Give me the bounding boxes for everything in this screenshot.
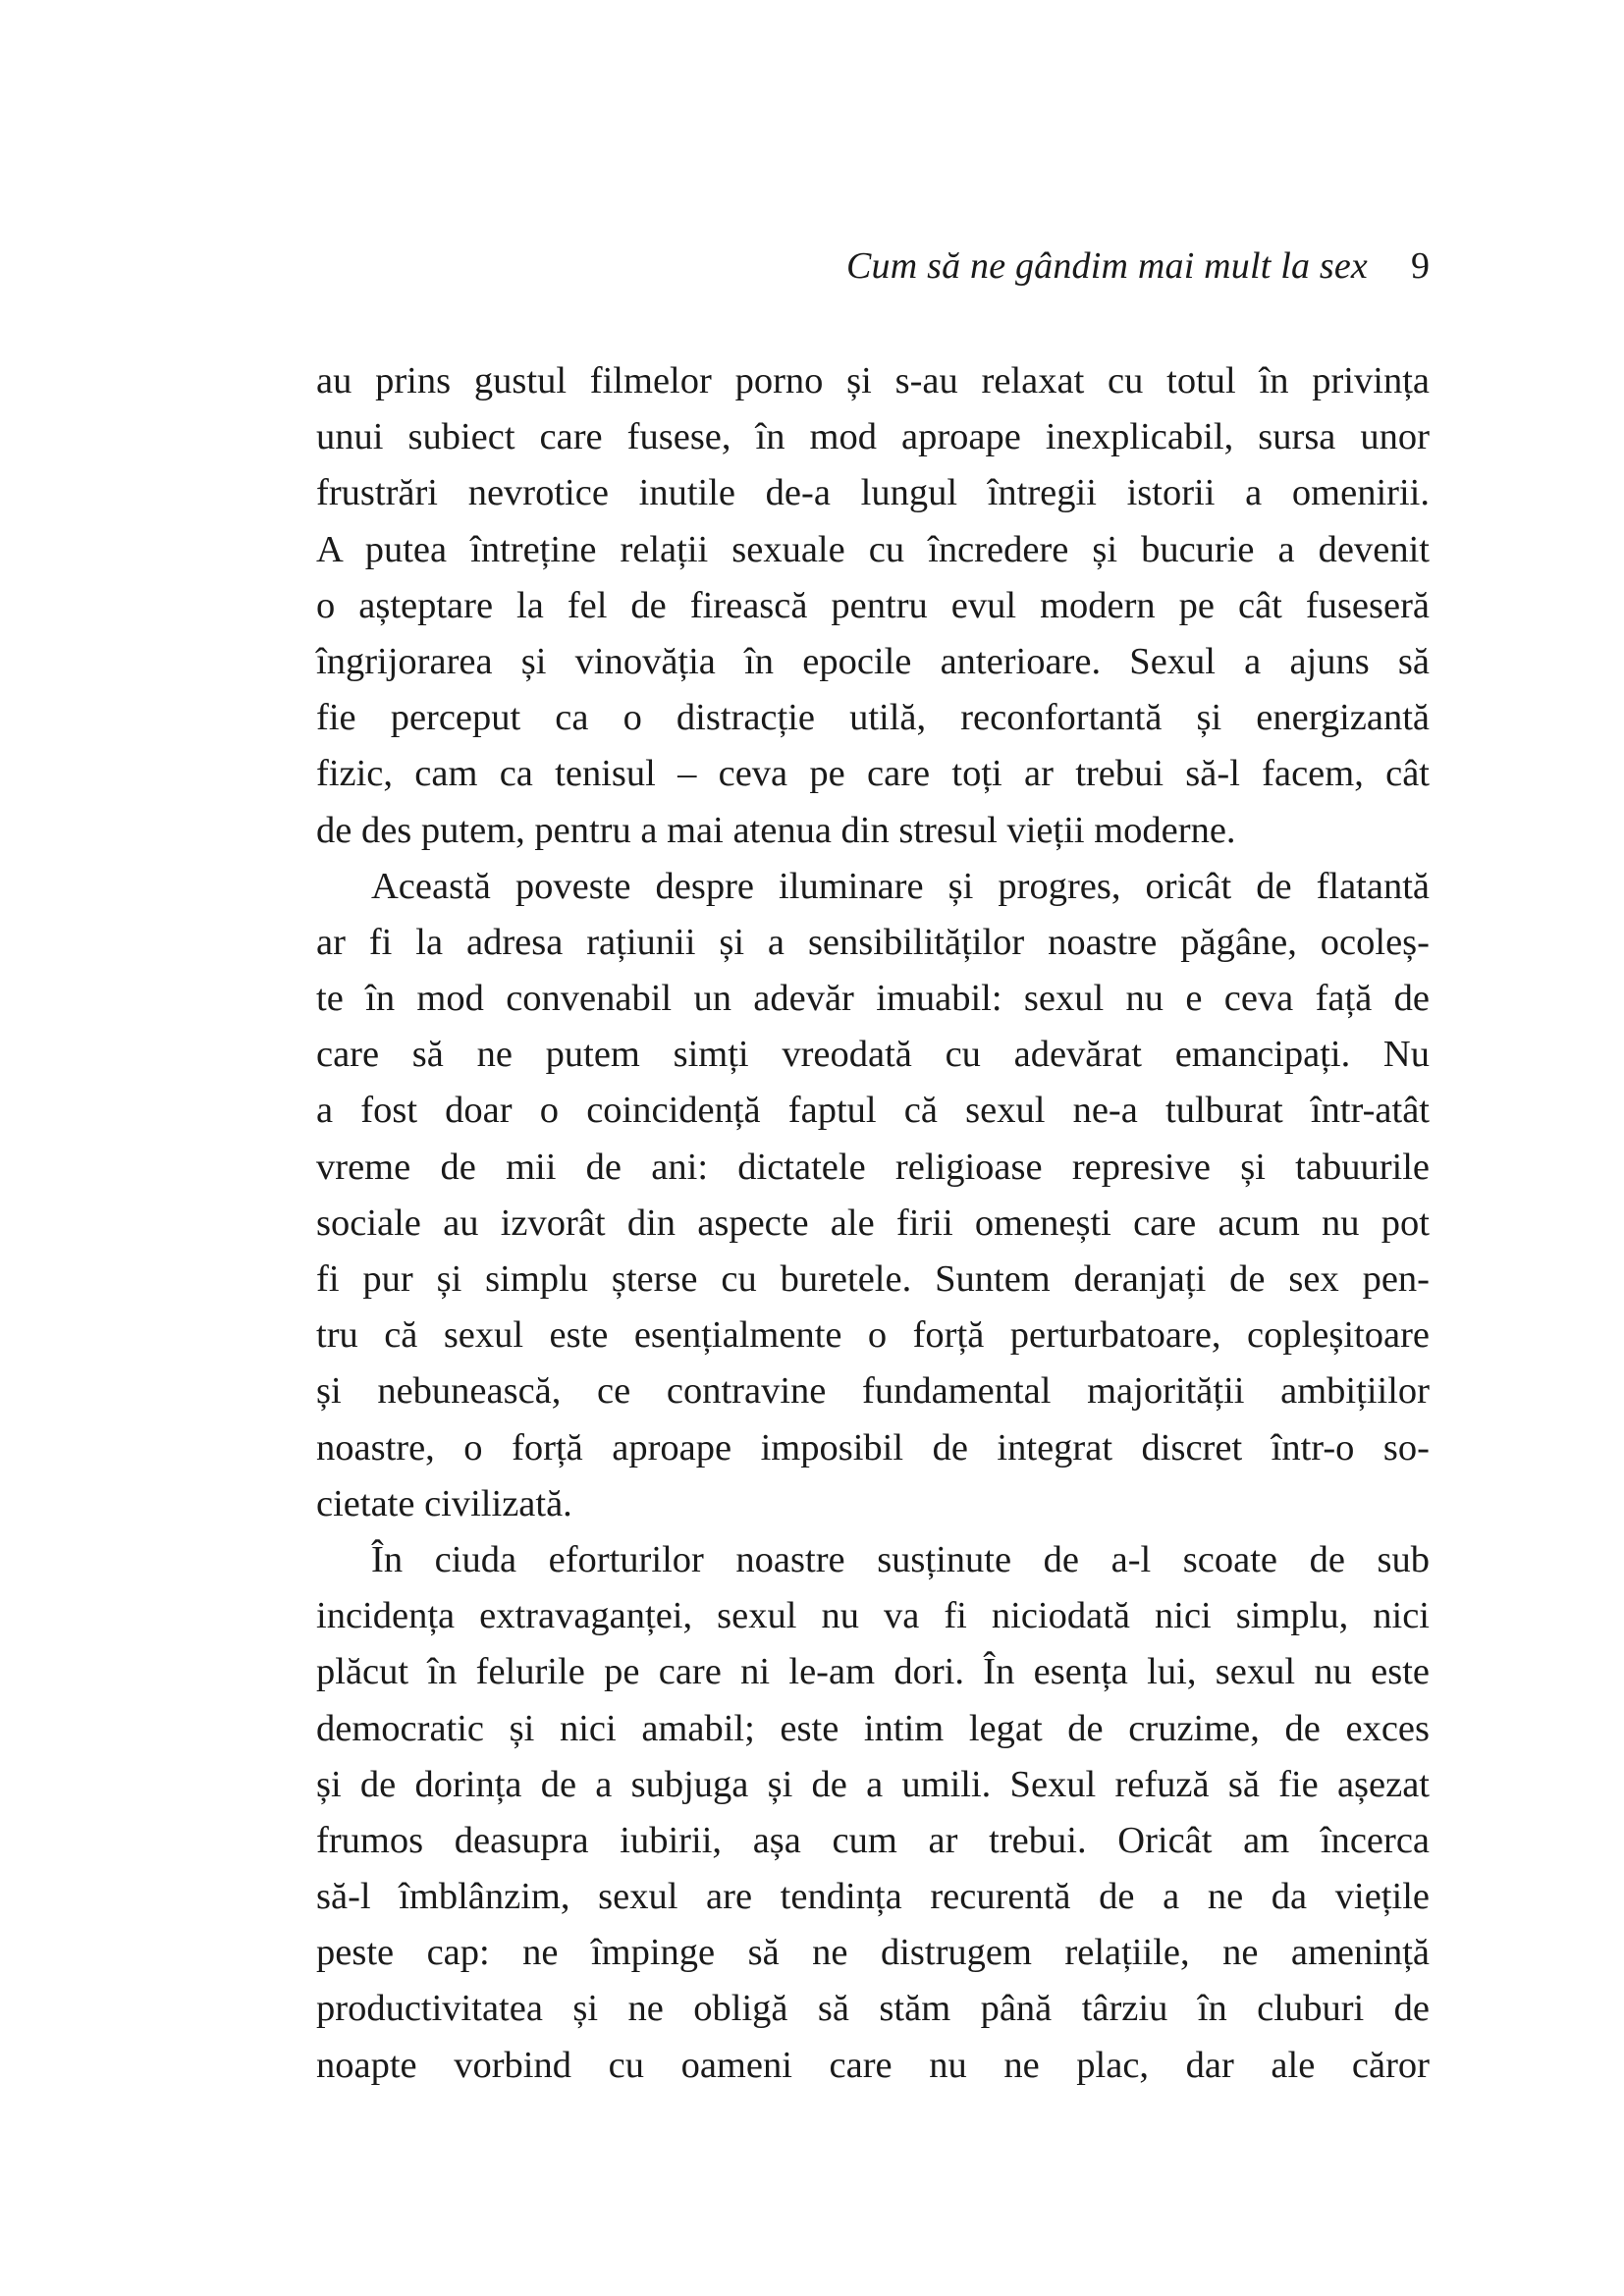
text-line: care să ne putem simți vreodată cu adevărat emancipați. Nu: [316, 1034, 1430, 1076]
text-line: ar fi la adresa rațiunii și a sensibilităților noastre păgâne, ocoleș-: [316, 921, 1430, 963]
running-header: [316, 241, 1430, 291]
text-line: plăcut în felurile pe care ni le-am dori. În esența lui, sexul nu este: [316, 1651, 1430, 1693]
page-number: 9: [1411, 245, 1430, 287]
body-text: [316, 353, 1430, 2094]
text-line: frustrări nevrotice inutile de-a lungul întregii istorii a omenirii.: [316, 472, 1430, 514]
paragraph-3: [316, 1532, 1430, 2094]
text-line: a fost doar o coincidență faptul că sexul ne-a tulburat într-atât: [316, 1090, 1430, 1132]
text-line: În ciuda eforturilor noastre susținute de a-l scoate de sub: [371, 1538, 1430, 1580]
text-line: incidența extravaganței, sexul nu va fi niciodată nici simplu, nici: [316, 1595, 1430, 1637]
text-line: fie perceput ca o distracție utilă, reconfortantă și energizantă: [316, 697, 1430, 739]
text-line: vreme de mii de ani: dictatele religioase represive și tabuurile: [316, 1146, 1430, 1188]
text-line: noapte vorbind cu oameni care nu ne plac, dar ale căror: [316, 2044, 1430, 2086]
text-line: îngrijorarea și vinovăția în epocile anterioare. Sexul a ajuns să: [316, 640, 1430, 682]
text-line: cietate civilizată.: [316, 1482, 572, 1524]
text-line: tru că sexul este esențialmente o forță perturbatoare, copleșitoare: [316, 1314, 1430, 1357]
text-line: fizic, cam ca tenisul – ceva pe care toți ar trebui să-l facem, cât: [316, 753, 1430, 795]
text-line: o așteptare la fel de firească pentru evul modern pe cât fuseseră: [316, 584, 1430, 626]
text-line: au prins gustul filmelor porno și s-au relaxat cu totul în privința: [316, 360, 1430, 401]
text-line: să-l îmblânzim, sexul are tendința recurentă de a ne da viețile: [316, 1876, 1430, 1918]
text-line: de des putem, pentru a mai atenua din stresul vieții moderne.: [316, 809, 1236, 851]
text-line: noastre, o forță aproape imposibil de integrat discret într-o so-: [316, 1426, 1430, 1468]
text-line: frumos deasupra iubirii, așa cum ar trebui. Oricât am încerca: [316, 1819, 1430, 1861]
text-line: și de dorința de a subjuga și de a umili. Sexul refuză să fie așezat: [316, 1763, 1430, 1805]
text-line: democratic și nici amabil; este intim legat de cruzime, de exces: [316, 1707, 1430, 1749]
text-line: unui subiect care fusese, în mod aproape inexplicabil, sursa unor: [316, 416, 1430, 458]
text-line: A putea întreține relații sexuale cu încredere și bucurie a devenit: [316, 528, 1430, 570]
text-line: te în mod convenabil un adevăr imuabil: sexul nu e ceva față de: [316, 978, 1430, 1020]
text-line: productivitatea și ne obligă să stăm până târziu în cluburi de: [316, 1988, 1430, 2030]
running-title: Cum să ne gândim mai mult la sex: [846, 245, 1368, 287]
text-line: și nebunească, ce contravine fundamental majorității ambițiilor: [316, 1370, 1430, 1413]
paragraph-1: [316, 353, 1430, 859]
text-line: peste cap: ne împinge să ne distrugem relațiile, ne amenință: [316, 1932, 1430, 1974]
text-line: sociale au izvorât din aspecte ale firii omenești care acum nu pot: [316, 1201, 1430, 1244]
text-line: fi pur și simplu șterse cu buretele. Suntem deranjați de sex pen-: [316, 1258, 1430, 1300]
paragraph-2: [316, 859, 1430, 1532]
text-line: Această poveste despre iluminare și progres, oricât de flatantă: [371, 865, 1430, 907]
